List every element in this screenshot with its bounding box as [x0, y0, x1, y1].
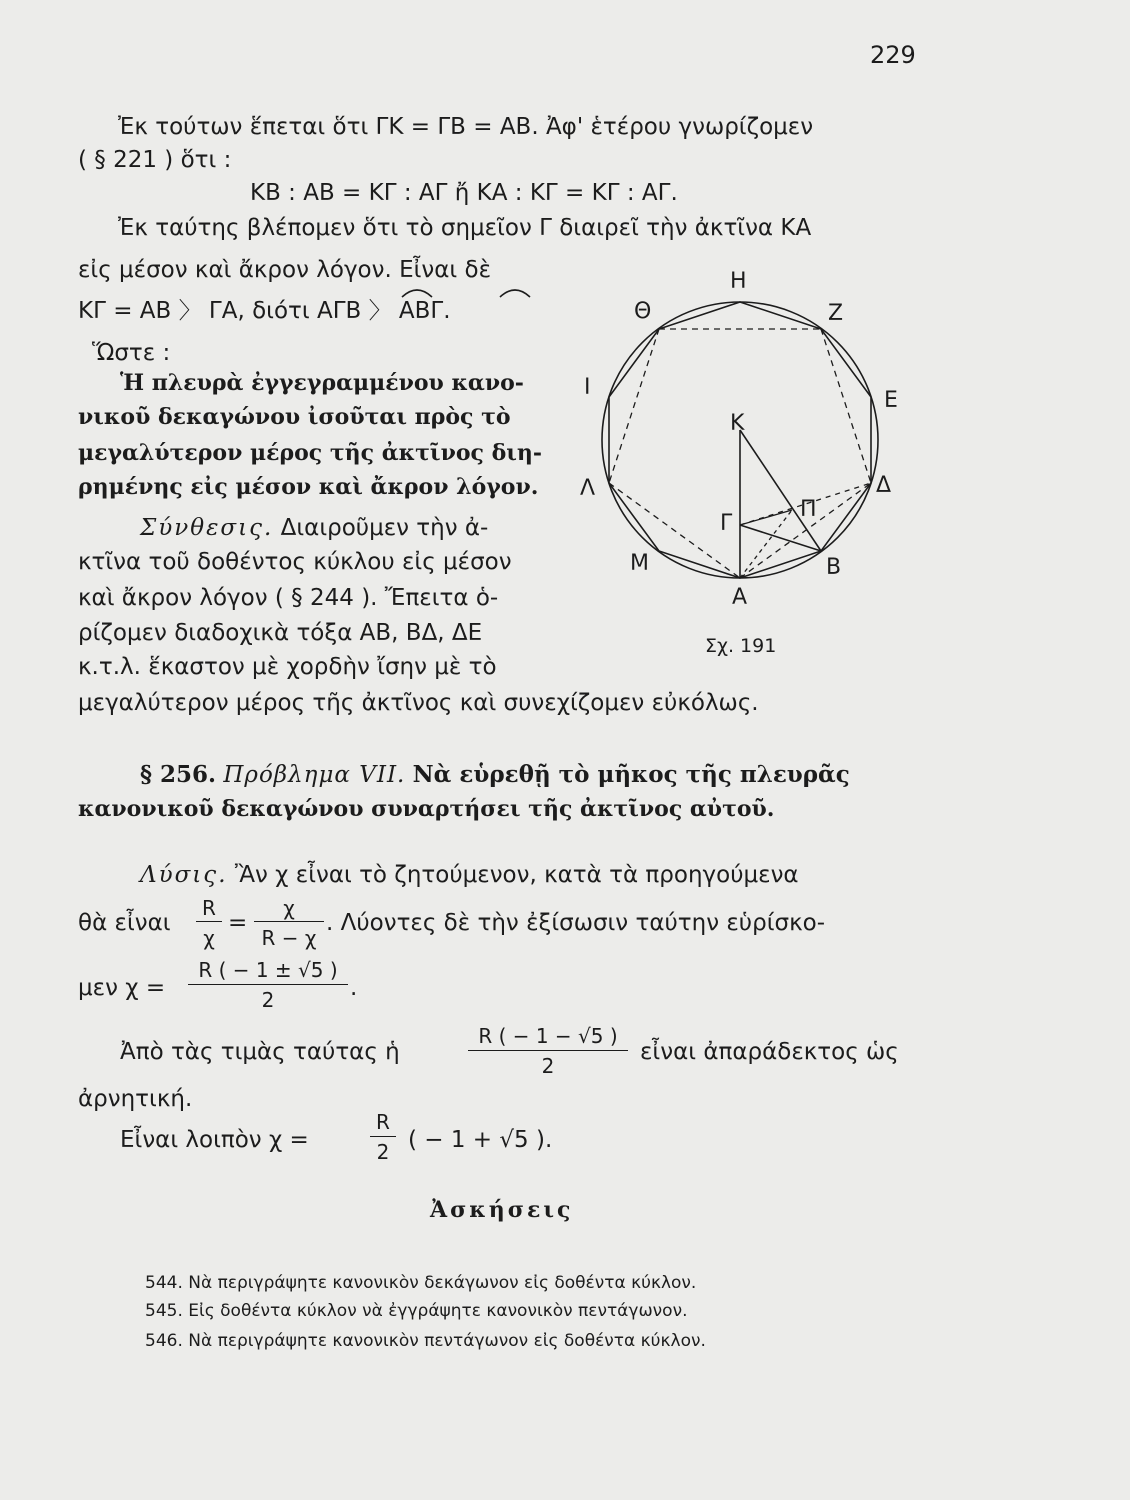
text-line-5: εἰς μέσον καὶ ἄκρον λόγον. Εἶναι δὲ — [78, 257, 492, 283]
equation-1-suffix: . Λύοντες δὲ τὴν ἐξίσωσιν ταύτην εὑρίσκο- — [326, 910, 825, 936]
label-g: Γ — [720, 511, 733, 536]
exercise-number: 544. — [145, 1273, 183, 1293]
equation-2-prefix: μεν χ = — [78, 975, 166, 1001]
fraction-bar-1 — [196, 921, 222, 922]
label-th: Θ — [634, 299, 652, 324]
solution-text: Ἂν χ εἶναι τὸ ζητούμενον, κατὰ τὰ προηγούμενα — [227, 862, 799, 888]
label-h: Η — [730, 270, 747, 294]
label-z: Ζ — [828, 301, 844, 326]
label-e: Ε — [884, 388, 898, 413]
segment-gp — [740, 510, 792, 525]
exercise-544 — [145, 1272, 696, 1294]
fraction-r-over-x-den: χ — [203, 926, 215, 950]
exercise-546 — [145, 1330, 706, 1352]
synthesis-line-1 — [140, 513, 488, 543]
exercise-number: 545. — [145, 1301, 183, 1321]
problem-title-2: κανονικοῦ δεκαγώνου συναρτήσει τῆς ἀκτῖνος αὐτοῦ. — [78, 796, 775, 822]
fraction-bar-4 — [468, 1050, 628, 1051]
theorem-line-4: ρημένης εἰς μέσον καὶ ἄκρον λόγον. — [78, 474, 539, 500]
equation-3-prefix: Ἀπὸ τὰς τιμὰς ταύτας ἡ — [120, 1039, 400, 1065]
problem-title-1: Νὰ εὑρεθῇ τὸ μῆκος τῆς πλευρᾶς — [412, 761, 850, 788]
solution-label: Λύσις. — [140, 862, 228, 888]
synthesis-label: Σύνθεσις. — [140, 515, 274, 541]
fraction-x-over-rx-num: χ — [283, 896, 295, 920]
problem-heading-line-1 — [140, 760, 850, 790]
figure-191 — [560, 270, 920, 670]
theorem-line-3: μεγαλύτερον μέρος τῆς ἀκτῖνος διη- — [78, 440, 543, 466]
label-k: Κ — [730, 411, 745, 436]
exercises-heading: Ἀσκήσεις — [430, 1197, 574, 1223]
synthesis-line-5: κ.τ.λ. ἕκαστον μὲ χορδὴν ἴσην μὲ τὸ — [78, 654, 497, 680]
label-d: Δ — [876, 473, 892, 498]
fraction-bar-5 — [370, 1136, 396, 1137]
fraction-bar-2 — [254, 921, 324, 922]
segment-gb — [740, 525, 821, 551]
exercise-number: 546. — [145, 1331, 183, 1351]
equation-3-end: ἀρνητική. — [78, 1086, 193, 1112]
segment-kb — [740, 430, 821, 551]
label-a: Α — [732, 585, 748, 610]
fraction-r-over-2-den: 2 — [376, 1140, 390, 1164]
fraction-negative-root-den: 2 — [541, 1054, 555, 1078]
page-number: 229 — [870, 41, 916, 69]
inequality-line: ΚΓ = ΑΒ 〉 ΓΑ, διότι ΑΓΒ 〉 ΑΒΓ. — [78, 298, 451, 324]
synthesis-line-3: καὶ ἄκρον λόγον ( § 244 ). Ἔπειτα ὁ- — [78, 585, 499, 611]
proportion-line: ΚΒ : ΑΒ = ΚΓ : ΑΓ ἤ ΚΑ : ΚΓ = ΚΓ : ΑΓ. — [250, 180, 678, 206]
synthesis-line-4: ρίζομεν διαδοχικὰ τόξα ΑΒ, ΒΔ, ΔΕ — [78, 620, 483, 646]
equation-1-prefix: θὰ εἶναι — [78, 910, 171, 936]
equation-3-suffix: εἶναι ἀπαράδεκτος ὡς — [640, 1039, 899, 1065]
equation-2-period: . — [350, 975, 358, 1001]
fraction-bar-3 — [188, 984, 348, 985]
text-line-4: Ἐκ ταύτης βλέπομεν ὅτι τὸ σημεῖον Γ διαιρεῖ τὴν ἀκτῖνα ΚΑ — [118, 215, 812, 241]
equals-sign: = — [228, 910, 248, 936]
exercise-545 — [145, 1300, 687, 1322]
label-i: Ι — [584, 375, 591, 400]
fraction-r-over-2-num: R — [376, 1110, 390, 1134]
label-p: Π — [800, 497, 817, 522]
theorem-line-2: νικοῦ δεκαγώνου ἰσοῦται πρὸς τὸ — [78, 404, 511, 430]
fraction-r-over-x-num: R — [202, 896, 216, 920]
theorem-line-1: Ἡ πλευρὰ ἐγγεγραμμένου κανο- — [120, 370, 524, 396]
synthesis-text: Διαιροῦμεν τὴν ἀ- — [273, 515, 489, 541]
problem-label: Πρόβλημα VII. — [223, 762, 406, 788]
text-line-7: Ὥστε : — [92, 340, 171, 366]
fraction-x-over-rx-den: R − χ — [261, 926, 317, 950]
synthesis-line-2: κτῖνα τοῦ δοθέντος κύκλου εἰς μέσον — [78, 549, 512, 575]
label-b: Β — [826, 555, 842, 580]
equation-5-prefix: Εἶναι λοιπὸν χ = — [120, 1127, 309, 1153]
exercise-text: Νὰ περιγράψητε κανονικὸν πεντάγωνον εἰς δοθέντα κύκλον. — [188, 1331, 706, 1351]
segment-ap — [740, 510, 792, 578]
equation-5-suffix: ( − 1 + √5 ). — [408, 1127, 553, 1153]
exercise-text: Εἰς δοθέντα κύκλον νὰ ἐγγράψητε κανονικὸν πεντάγωνον. — [188, 1301, 688, 1321]
solution-line-1 — [140, 860, 799, 890]
label-l: Λ — [580, 476, 596, 501]
synthesis-line-6: μεγαλύτερον μέρος τῆς ἀκτῖνος καὶ συνεχίζομεν εὐκόλως. — [78, 690, 759, 716]
fraction-roots-den: 2 — [261, 988, 275, 1012]
text-line-2: ( § 221 ) ὅτι : — [78, 147, 232, 173]
problem-number: § 256. — [140, 761, 217, 788]
label-m: Μ — [630, 551, 649, 576]
figure-caption: Σχ. 191 — [705, 635, 777, 657]
text-line-1: Ἐκ τούτων ἕπεται ὅτι ΓΚ = ΓΒ = ΑΒ. Ἀφ' ἑτέρου γνωρίζομεν — [118, 114, 814, 140]
fraction-negative-root-num: R ( − 1 − √5 ) — [478, 1024, 618, 1048]
fraction-roots-num: R ( − 1 ± √5 ) — [198, 958, 338, 982]
exercise-text: Νὰ περιγράψητε κανονικὸν δεκάγωνον εἰς δοθέντα κύκλον. — [188, 1273, 697, 1293]
